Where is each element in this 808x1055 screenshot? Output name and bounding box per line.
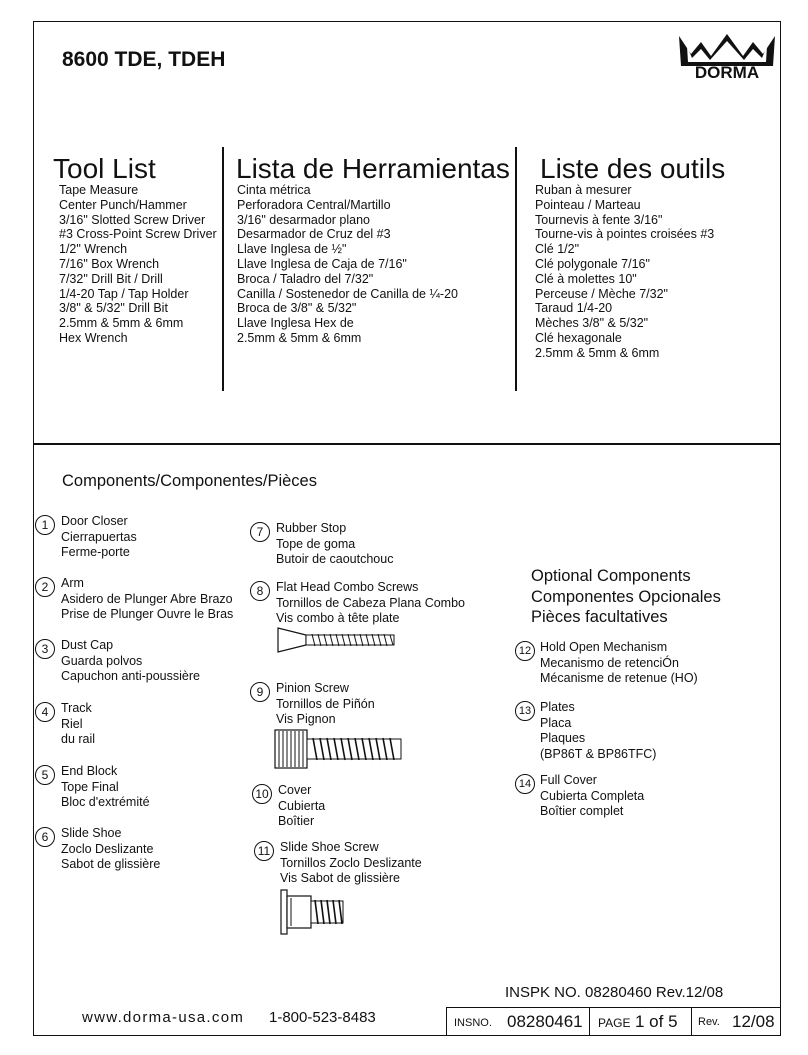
optional-line: Mecanismo de retenciÓn xyxy=(540,655,679,670)
logo-text: DORMA xyxy=(694,63,760,80)
component-line: Sabot de glissière xyxy=(61,857,161,871)
component-item xyxy=(61,826,160,873)
tool-item: 2.5mm & 5mm & 6mm xyxy=(535,345,660,360)
component-line: Zoclo Deslizante xyxy=(61,841,154,856)
page-box xyxy=(589,1007,692,1036)
component-item xyxy=(276,580,465,627)
optional-line: Full Cover xyxy=(540,773,597,787)
component-line: Prise de Plunger Ouvre le Bras xyxy=(61,607,234,621)
section-divider xyxy=(33,443,781,445)
component-number: 11 xyxy=(254,841,274,861)
component-item xyxy=(278,783,325,830)
tool-list-en xyxy=(59,183,217,346)
component-item xyxy=(276,521,393,568)
component-item xyxy=(61,764,150,811)
component-line: Tornillos de Piñón xyxy=(276,696,375,711)
tool-item: Clé polygonale 7/16" xyxy=(535,256,650,271)
tool-item: Tourne-vis à pointes croisées #3 xyxy=(535,227,715,242)
tool-list-heading-fr: Liste des outils xyxy=(540,153,726,184)
tool-item: 2.5mm & 5mm & 6mm xyxy=(237,330,362,345)
optional-item xyxy=(540,700,656,762)
rev-value: 12/08 xyxy=(732,1012,775,1031)
component-line: Riel xyxy=(61,716,83,731)
tool-item: 1/4-20 Tap / Tap Holder xyxy=(59,286,189,301)
component-line: Asidero de Plunger Abre Brazo xyxy=(61,591,233,606)
pinion-screw-illustration xyxy=(273,728,405,772)
component-item xyxy=(61,514,137,561)
component-line: Slide Shoe xyxy=(61,826,122,840)
dorma-logo xyxy=(675,28,779,80)
component-line: Guarda polvos xyxy=(61,653,143,668)
tool-list-es xyxy=(237,183,458,346)
component-line: Dust Cap xyxy=(61,638,114,652)
ins-value: 08280461 xyxy=(507,1012,583,1031)
tool-item: Perforadora Central/Martillo xyxy=(237,197,391,212)
optional-heading-line: Optional Components xyxy=(531,567,691,585)
flat-head-screw-illustration xyxy=(276,626,406,658)
component-number: 3 xyxy=(35,639,55,659)
rev-label: Rev. xyxy=(698,1016,720,1028)
component-line: Slide Shoe Screw xyxy=(280,840,379,854)
optional-line: Boîtier complet xyxy=(540,804,624,818)
component-line: Capuchon anti-poussière xyxy=(61,669,200,683)
optional-line: Placa xyxy=(540,715,572,730)
component-number: 7 xyxy=(250,522,270,542)
component-number: 4 xyxy=(35,702,55,722)
tool-item: Taraud 1/4-20 xyxy=(535,301,613,316)
tool-item: Tape Measure xyxy=(59,183,139,197)
column-divider xyxy=(222,147,224,391)
tool-item: Llave Inglesa de ½" xyxy=(237,242,347,257)
optional-heading-line: Componentes Opcionales xyxy=(531,587,721,606)
tool-item: Clé hexagonale xyxy=(535,330,622,345)
phone-number: 1-800-523-8483 xyxy=(269,1009,376,1026)
optional-line: Cubierta Completa xyxy=(540,788,645,803)
component-number: 5 xyxy=(35,765,55,785)
component-line: Cierrapuertas xyxy=(61,529,137,544)
component-line: Tornillos Zoclo Deslizante xyxy=(280,855,422,870)
tool-item: Perceuse / Mèche 7/32" xyxy=(535,286,668,301)
component-number: 1 xyxy=(35,515,55,535)
tool-item: 7/32" Drill Bit / Drill xyxy=(59,271,163,286)
tool-list-fr xyxy=(535,183,714,361)
component-line: Ferme-porte xyxy=(61,545,130,559)
component-line: Boîtier xyxy=(278,814,315,828)
page-value: 1 of 5 xyxy=(635,1012,678,1031)
component-line: Butoir de caoutchouc xyxy=(276,552,394,566)
tool-item: Cinta métrica xyxy=(237,183,311,197)
tool-item: Broca / Taladro del 7/32" xyxy=(237,271,374,286)
component-item xyxy=(61,701,95,748)
component-line: Tope de goma xyxy=(276,536,356,551)
tool-item: Clé 1/2" xyxy=(535,242,580,257)
component-item xyxy=(61,576,233,623)
tool-item: 3/16" Slotted Screw Driver xyxy=(59,212,206,227)
component-line: Vis combo à tête plate xyxy=(276,611,400,625)
component-number: 6 xyxy=(35,827,55,847)
tool-item: 3/8" & 5/32" Drill Bit xyxy=(59,301,168,316)
component-line: Arm xyxy=(61,576,84,590)
components-heading: Components/Componentes/Pièces xyxy=(62,472,317,490)
optional-components-heading xyxy=(531,566,721,628)
component-line: Tope Final xyxy=(61,779,119,794)
optional-item xyxy=(540,640,698,687)
tool-list-heading-en: Tool List xyxy=(53,153,156,184)
tool-item: #3 Cross-Point Screw Driver xyxy=(59,227,217,242)
optional-line: (BP86T & BP86TFC) xyxy=(540,746,657,761)
tool-item: 7/16" Box Wrench xyxy=(59,256,160,271)
optional-line: Mécanisme de retenue (HO) xyxy=(540,671,698,685)
tool-list-heading-es: Lista de Herramientas xyxy=(236,153,510,184)
tool-item: Broca de 3/8" & 5/32" xyxy=(237,301,357,316)
optional-line: Plates xyxy=(540,700,575,714)
component-line: Flat Head Combo Screws xyxy=(276,580,419,594)
tool-item: Canilla / Sostenedor de Canilla de ¼-20 xyxy=(237,286,458,301)
component-line: Cubierta xyxy=(278,798,326,813)
tool-item: Ruban à mesurer xyxy=(535,183,632,197)
component-line: Bloc d'extrémité xyxy=(61,795,150,809)
ins-number-box xyxy=(446,1007,590,1036)
tool-item: Clé à molettes 10" xyxy=(535,271,637,286)
component-line: Vis Sabot de glissière xyxy=(280,871,400,885)
optional-item xyxy=(540,773,644,820)
tool-item: Tournevis à fente 3/16" xyxy=(535,212,663,227)
inspk-number: INSPK NO. 08280460 Rev.12/08 xyxy=(505,984,724,1001)
tool-item: Pointeau / Marteau xyxy=(535,197,641,212)
component-line: Vis Pignon xyxy=(276,712,336,726)
tool-item: 1/2" Wrench xyxy=(59,242,128,257)
component-line: Pinion Screw xyxy=(276,681,349,695)
tool-item: Mèches 3/8" & 5/32" xyxy=(535,316,649,331)
component-number: 2 xyxy=(35,577,55,597)
tool-item: Hex Wrench xyxy=(59,330,128,345)
page-label: PAGE xyxy=(598,1016,631,1030)
optional-number: 14 xyxy=(515,774,535,794)
tool-item: 3/16" desarmador plano xyxy=(237,212,370,227)
component-item xyxy=(276,681,375,728)
slide-shoe-screw-illustration xyxy=(279,888,349,938)
tool-item: Llave Inglesa Hex de xyxy=(237,316,354,331)
optional-line: Plaques xyxy=(540,731,586,745)
tool-item: Center Punch/Hammer xyxy=(59,197,187,212)
website-link[interactable]: www.dorma-usa.com xyxy=(82,1009,245,1026)
document-title: 8600 TDE, TDEH xyxy=(62,48,226,71)
component-item xyxy=(61,638,200,685)
component-line: du rail xyxy=(61,732,96,746)
optional-heading-line: Pièces facultatives xyxy=(531,608,668,626)
component-line: Tornillos de Cabeza Plana Combo xyxy=(276,595,465,610)
rev-box xyxy=(691,1007,781,1036)
optional-number: 13 xyxy=(515,701,535,721)
column-divider xyxy=(515,147,517,391)
component-line: Cover xyxy=(278,783,312,797)
component-number: 9 xyxy=(250,682,270,702)
tool-item: Desarmador de Cruz del #3 xyxy=(237,227,391,242)
component-number: 8 xyxy=(250,581,270,601)
ins-label: INSNO. xyxy=(454,1017,492,1029)
optional-number: 12 xyxy=(515,641,535,661)
optional-line: Hold Open Mechanism xyxy=(540,640,668,654)
component-item xyxy=(280,840,422,887)
tool-item: Llave Inglesa de Caja de 7/16" xyxy=(237,256,407,271)
component-line: Rubber Stop xyxy=(276,521,347,535)
component-line: Track xyxy=(61,701,92,715)
tool-item: 2.5mm & 5mm & 6mm xyxy=(59,316,184,331)
component-line: Door Closer xyxy=(61,514,128,528)
component-line: End Block xyxy=(61,764,118,778)
component-number: 10 xyxy=(252,784,272,804)
